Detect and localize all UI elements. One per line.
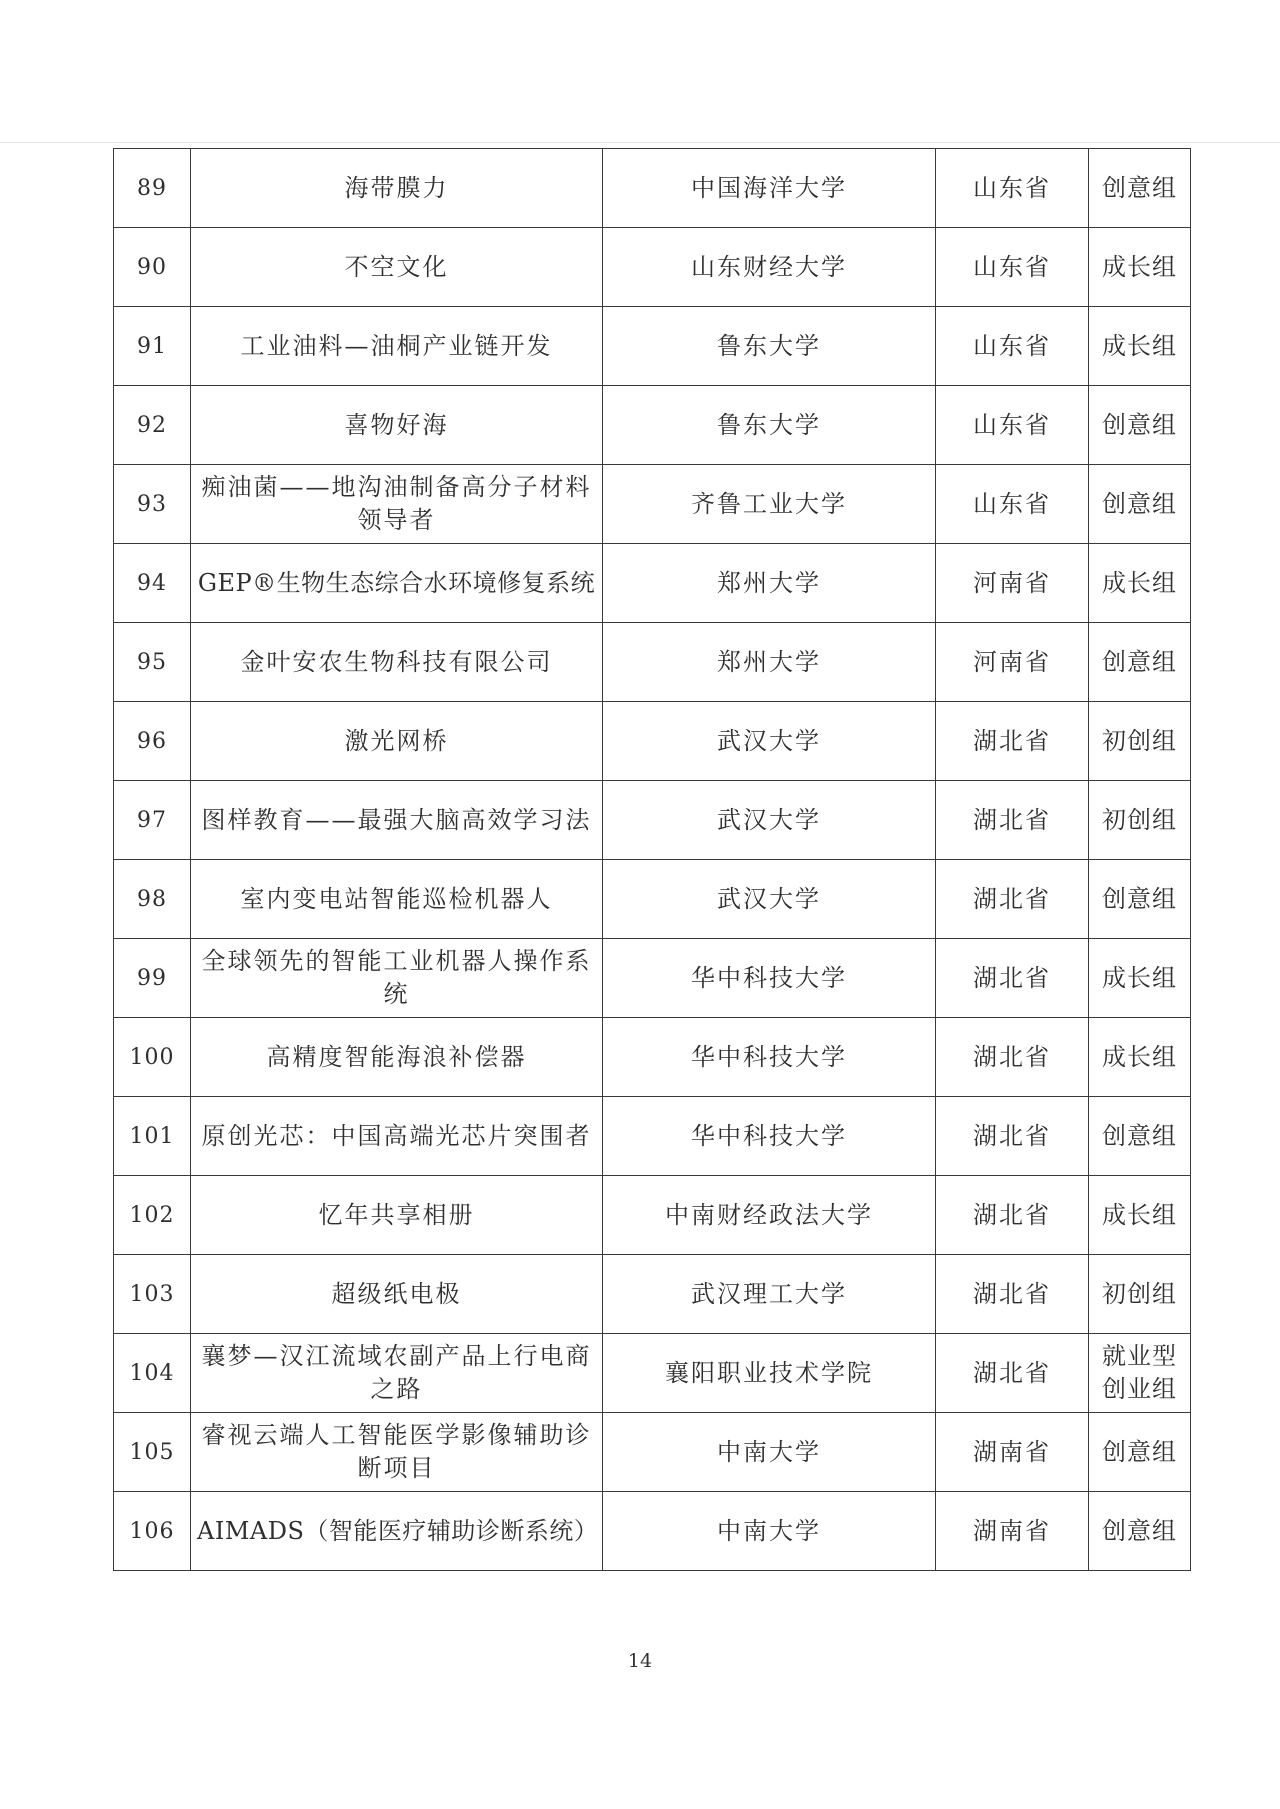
group: 成长组 — [1089, 1018, 1191, 1097]
school-name: 武汉大学 — [603, 702, 936, 781]
school-name: 鲁东大学 — [603, 386, 936, 465]
group: 成长组 — [1089, 307, 1191, 386]
group: 创意组 — [1089, 149, 1191, 228]
school-name: 中南大学 — [603, 1413, 936, 1492]
row-number: 101 — [114, 1097, 191, 1176]
row-number: 95 — [114, 623, 191, 702]
school-name: 山东财经大学 — [603, 228, 936, 307]
project-name: AIMADS（智能医疗辅助诊断系统） — [191, 1492, 603, 1571]
group: 创意组 — [1089, 1492, 1191, 1571]
project-name: GEP®生物生态综合水环境修复系统 — [191, 544, 603, 623]
group: 成长组 — [1089, 1176, 1191, 1255]
province: 河南省 — [936, 544, 1089, 623]
table-row — [114, 1413, 1191, 1492]
page-number: 14 — [627, 1650, 653, 1672]
table-row — [114, 1255, 1191, 1334]
province: 山东省 — [936, 386, 1089, 465]
province: 湖北省 — [936, 1018, 1089, 1097]
table-row — [114, 860, 1191, 939]
row-number: 94 — [114, 544, 191, 623]
school-name: 中国海洋大学 — [603, 149, 936, 228]
row-number: 98 — [114, 860, 191, 939]
group: 初创组 — [1089, 702, 1191, 781]
project-table — [113, 148, 1191, 1571]
row-number: 93 — [114, 465, 191, 544]
group: 成长组 — [1089, 544, 1191, 623]
group: 就业型创业组 — [1089, 1334, 1191, 1413]
school-name: 中南财经政法大学 — [603, 1176, 936, 1255]
province: 山东省 — [936, 149, 1089, 228]
row-number: 91 — [114, 307, 191, 386]
group: 创意组 — [1089, 386, 1191, 465]
row-number: 97 — [114, 781, 191, 860]
province: 湖南省 — [936, 1492, 1089, 1571]
project-name: 工业油料—油桐产业链开发 — [191, 307, 603, 386]
group: 初创组 — [1089, 1255, 1191, 1334]
project-table-body — [114, 149, 1191, 1571]
school-name: 华中科技大学 — [603, 939, 936, 1018]
school-name: 郑州大学 — [603, 544, 936, 623]
province: 湖北省 — [936, 1176, 1089, 1255]
group: 创意组 — [1089, 1097, 1191, 1176]
school-name: 华中科技大学 — [603, 1097, 936, 1176]
school-name: 襄阳职业技术学院 — [603, 1334, 936, 1413]
province: 湖南省 — [936, 1413, 1089, 1492]
row-number: 106 — [114, 1492, 191, 1571]
table-row — [114, 544, 1191, 623]
school-name: 华中科技大学 — [603, 1018, 936, 1097]
province: 湖北省 — [936, 781, 1089, 860]
province: 山东省 — [936, 465, 1089, 544]
project-name: 喜物好海 — [191, 386, 603, 465]
group: 创意组 — [1089, 465, 1191, 544]
row-number: 99 — [114, 939, 191, 1018]
table-row — [114, 1492, 1191, 1571]
project-name: 超级纸电极 — [191, 1255, 603, 1334]
province: 湖北省 — [936, 860, 1089, 939]
project-name: 高精度智能海浪补偿器 — [191, 1018, 603, 1097]
row-number: 104 — [114, 1334, 191, 1413]
table-row — [114, 1018, 1191, 1097]
project-name: 图样教育——最强大脑高效学习法 — [191, 781, 603, 860]
school-name: 武汉理工大学 — [603, 1255, 936, 1334]
school-name: 中南大学 — [603, 1492, 936, 1571]
province: 山东省 — [936, 228, 1089, 307]
group: 创意组 — [1089, 860, 1191, 939]
project-name: 忆年共享相册 — [191, 1176, 603, 1255]
row-number: 103 — [114, 1255, 191, 1334]
school-name: 鲁东大学 — [603, 307, 936, 386]
province: 湖北省 — [936, 702, 1089, 781]
school-name: 武汉大学 — [603, 860, 936, 939]
province: 湖北省 — [936, 1334, 1089, 1413]
group: 创意组 — [1089, 1413, 1191, 1492]
table-row — [114, 465, 1191, 544]
group: 初创组 — [1089, 781, 1191, 860]
project-name: 襄梦—汉江流域农副产品上行电商之路 — [191, 1334, 603, 1413]
province: 湖北省 — [936, 1097, 1089, 1176]
group: 创意组 — [1089, 623, 1191, 702]
row-number: 92 — [114, 386, 191, 465]
row-number: 90 — [114, 228, 191, 307]
table-row — [114, 149, 1191, 228]
project-name: 睿视云端人工智能医学影像辅助诊断项目 — [191, 1413, 603, 1492]
project-name: 海带膜力 — [191, 149, 603, 228]
row-number: 105 — [114, 1413, 191, 1492]
row-number: 100 — [114, 1018, 191, 1097]
group: 成长组 — [1089, 228, 1191, 307]
top-rule — [0, 142, 1280, 143]
group: 成长组 — [1089, 939, 1191, 1018]
table-row — [114, 307, 1191, 386]
table-row — [114, 1097, 1191, 1176]
table-row — [114, 623, 1191, 702]
school-name: 武汉大学 — [603, 781, 936, 860]
table-row — [114, 939, 1191, 1018]
row-number: 96 — [114, 702, 191, 781]
project-name: 全球领先的智能工业机器人操作系统 — [191, 939, 603, 1018]
table-row — [114, 1176, 1191, 1255]
province: 湖北省 — [936, 1255, 1089, 1334]
province: 山东省 — [936, 307, 1089, 386]
table-row — [114, 386, 1191, 465]
school-name: 齐鲁工业大学 — [603, 465, 936, 544]
project-name: 金叶安农生物科技有限公司 — [191, 623, 603, 702]
project-name: 不空文化 — [191, 228, 603, 307]
row-number: 89 — [114, 149, 191, 228]
province: 河南省 — [936, 623, 1089, 702]
table-row — [114, 228, 1191, 307]
project-name: 原创光芯：中国高端光芯片突围者 — [191, 1097, 603, 1176]
province: 湖北省 — [936, 939, 1089, 1018]
project-name: 痴油菌——地沟油制备高分子材料领导者 — [191, 465, 603, 544]
table-row — [114, 1334, 1191, 1413]
project-name: 激光网桥 — [191, 702, 603, 781]
row-number: 102 — [114, 1176, 191, 1255]
project-name: 室内变电站智能巡检机器人 — [191, 860, 603, 939]
table-row — [114, 781, 1191, 860]
table-row — [114, 702, 1191, 781]
school-name: 郑州大学 — [603, 623, 936, 702]
